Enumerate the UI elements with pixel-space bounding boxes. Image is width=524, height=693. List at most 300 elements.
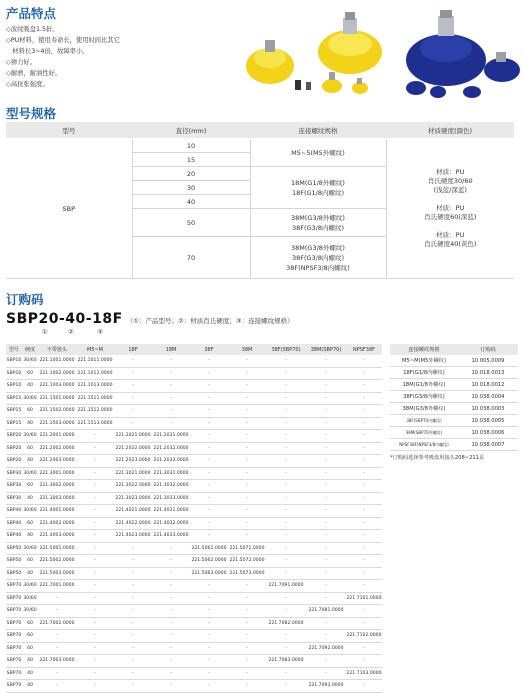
order-cell: – <box>152 542 190 555</box>
order-cell: – <box>152 667 190 680</box>
table-row <box>6 442 382 455</box>
order-cell: 221.4022.0000 <box>114 517 152 530</box>
order-cell: – <box>346 492 382 505</box>
order-cell: – <box>76 542 114 555</box>
table-row <box>6 380 382 393</box>
order-cell: – <box>190 492 228 505</box>
table-row <box>6 567 382 580</box>
order-cell: SBP20 <box>6 455 22 468</box>
order-cell: – <box>190 430 228 443</box>
order-cell: SBP30 <box>6 480 22 493</box>
order-cell: – <box>228 530 266 543</box>
table-row <box>6 367 382 380</box>
thread-spec: NPSF38F(NPSF3/8内螺纹) <box>390 439 458 451</box>
order-cell: – <box>266 542 306 555</box>
order-cell: – <box>266 355 306 367</box>
table-row <box>390 367 518 379</box>
order-cell: – <box>228 592 266 605</box>
order-cell: SBP50 <box>6 555 22 568</box>
order-cell: 221.7082.0000 <box>266 617 306 630</box>
order-cell: SBP40 <box>6 517 22 530</box>
order-cell: – <box>306 580 346 593</box>
order-cell: 221.4031.0000 <box>152 505 190 518</box>
order-cell: – <box>76 592 114 605</box>
order-cell: 221.3022.0000 <box>114 480 152 493</box>
order-cell: 221.7092.0000 <box>306 642 346 655</box>
order-cell: – <box>114 642 152 655</box>
features-title: 产品特点 <box>6 6 57 21</box>
order-cell: 40 <box>22 455 38 468</box>
order-cell: – <box>76 467 114 480</box>
order-cell: – <box>76 530 114 543</box>
order-cell: – <box>306 355 346 367</box>
order-cell: SBP70 <box>6 630 22 643</box>
table-row <box>6 505 382 518</box>
order-cell: – <box>228 617 266 630</box>
order-cell: 40 <box>22 655 38 668</box>
order-cell: – <box>228 655 266 668</box>
order-cell: – <box>190 355 228 367</box>
spec-diameter: 50 <box>132 209 250 237</box>
order-cell: SBP30 <box>6 467 22 480</box>
table-row <box>6 555 382 568</box>
order-cell: – <box>76 517 114 530</box>
spec-thread: 38M(G3/8外螺纹) 38F(G3/8内螺纹) <box>250 209 386 237</box>
order-cell: – <box>266 667 306 680</box>
spec-thread: 38M(G3/8外螺纹) 38F(G3/8内螺纹) 38F(NPSF3/8内螺纹) <box>250 237 386 279</box>
order-cell: SBP20 <box>6 430 22 443</box>
thread-spec: 38M(G3/8外螺纹) <box>390 403 458 415</box>
order-cell: 221.7103.0000 <box>346 667 382 680</box>
order-cell: – <box>306 417 346 430</box>
order-cell: 221.1502.0000 <box>38 405 76 418</box>
order-cell: – <box>152 367 190 380</box>
thread-spec: 18F(G1/8内螺纹) <box>390 367 458 379</box>
order-cell: – <box>228 355 266 367</box>
order-cell: – <box>190 467 228 480</box>
order-cell: 60 <box>22 642 38 655</box>
order-note: *订购码选择参考吸盘用接头208~211页 <box>390 455 485 461</box>
order-cell: – <box>306 517 346 530</box>
order-cell: SBP40 <box>6 505 22 518</box>
order-cell: – <box>306 655 346 668</box>
order-cell: – <box>306 567 346 580</box>
order-cell: 221.1001.0000 <box>38 355 76 367</box>
order-cell: 221.5002.0000 <box>38 555 76 568</box>
order-cell: 40 <box>22 492 38 505</box>
order-cell: – <box>76 567 114 580</box>
order-cell: 221.1012.0000 <box>76 367 114 380</box>
table-row <box>390 439 518 451</box>
order-cell: – <box>76 605 114 618</box>
model-code-line <box>6 308 294 327</box>
order-cell: – <box>228 480 266 493</box>
order-cell: – <box>266 492 306 505</box>
order-cell: 221.7002.0000 <box>38 617 76 630</box>
order-cell: SBP70 <box>6 680 22 693</box>
order-cell: 221.5061.0000 <box>190 542 228 555</box>
marker-1: ① <box>42 328 48 336</box>
order-cell: – <box>114 367 152 380</box>
order-cell: 30/60 <box>22 542 38 555</box>
order-cell: – <box>228 405 266 418</box>
order-cell: – <box>114 542 152 555</box>
feature-item: ◇高抗张强度。 <box>6 81 49 88</box>
order-cell: – <box>306 530 346 543</box>
order-cell: 60 <box>22 367 38 380</box>
order-cell: – <box>306 380 346 393</box>
feature-item: 材料长3~4倍，故障率小。 <box>6 48 89 55</box>
order-cell: SBP40 <box>6 530 22 543</box>
order-cell: – <box>266 480 306 493</box>
table-row <box>6 630 382 643</box>
order-cell: – <box>152 642 190 655</box>
table-row <box>6 667 382 680</box>
order-cell: SBP50 <box>6 542 22 555</box>
order-cell: – <box>114 630 152 643</box>
model-note: （①：产品型号；②：材质肖氏硬度；③：连接螺纹规格） <box>126 317 294 325</box>
order-cell: – <box>190 417 228 430</box>
order-cell: 221.7091.0000 <box>266 580 306 593</box>
spec-thread: 18M(G1/8外螺纹) 18F(G1/8内螺纹) <box>250 167 386 209</box>
table-row <box>6 530 382 543</box>
thread-order-table <box>390 344 518 451</box>
order-cell: – <box>114 580 152 593</box>
order-cell: – <box>228 380 266 393</box>
table-row <box>6 542 382 555</box>
table-row <box>6 592 382 605</box>
order-cell: – <box>76 492 114 505</box>
order-cell: 40 <box>22 380 38 393</box>
order-cell: – <box>346 455 382 468</box>
thread-header: 连接螺纹规格 <box>390 344 458 355</box>
order-cell: – <box>76 455 114 468</box>
order-cell: 221.7001.0000 <box>38 580 76 593</box>
order-cell: – <box>346 417 382 430</box>
yellow-suction-cup <box>246 40 294 84</box>
order-cell: – <box>266 517 306 530</box>
order-cell: – <box>266 405 306 418</box>
order-cell: – <box>114 655 152 668</box>
order-cell: 60 <box>22 480 38 493</box>
order-cell: SBP70 <box>6 617 22 630</box>
order-cell: – <box>190 642 228 655</box>
feature-item: ◇弹力好。 <box>6 59 37 66</box>
order-cell: – <box>152 555 190 568</box>
order-cell: – <box>346 392 382 405</box>
order-cell: SBP70 <box>6 580 22 593</box>
order-cell: – <box>152 580 190 593</box>
table-row <box>6 455 382 468</box>
feature-item: ◇耐磨，耐油性好。 <box>6 70 62 77</box>
order-cell: SBP10 <box>6 367 22 380</box>
order-cell: – <box>228 630 266 643</box>
order-cell: 221.3032.0000 <box>152 480 190 493</box>
order-cell: – <box>306 630 346 643</box>
table-row <box>6 605 382 618</box>
spec-header: 直径(mm) <box>132 122 250 139</box>
order-cell: – <box>190 617 228 630</box>
order-cell: – <box>346 530 382 543</box>
order-header: 型号 <box>6 344 22 355</box>
order-cell: – <box>76 505 114 518</box>
order-cell: 221.1003.0000 <box>38 380 76 393</box>
thread-spec: 38F(SBP70内螺纹) <box>390 415 458 427</box>
order-cell: – <box>346 655 382 668</box>
order-cell: – <box>228 417 266 430</box>
spec-model: SBP <box>6 139 132 279</box>
order-cell: – <box>266 642 306 655</box>
order-cell: – <box>346 442 382 455</box>
order-cell: – <box>228 605 266 618</box>
order-cell: 221.7081.0000 <box>306 605 346 618</box>
order-header: 18F <box>114 344 152 355</box>
marker-2: ② <box>68 328 74 336</box>
marker-3: ③ <box>97 328 103 336</box>
table-row <box>390 355 518 367</box>
order-cell: – <box>152 380 190 393</box>
order-cell: 60 <box>22 517 38 530</box>
order-cell: – <box>306 455 346 468</box>
order-cell: – <box>76 442 114 455</box>
order-cell: – <box>306 405 346 418</box>
order-cell: – <box>346 680 382 693</box>
order-cell: 30/60 <box>22 592 38 605</box>
order-cell: 30/60 <box>22 392 38 405</box>
order-cell: – <box>152 630 190 643</box>
order-cell: – <box>190 667 228 680</box>
order-cell: 221.7003.0000 <box>38 655 76 668</box>
order-cell: 221.3033.0000 <box>152 492 190 505</box>
order-cell: 60 <box>22 617 38 630</box>
order-cell: 30/60 <box>22 505 38 518</box>
order-cell: SBP70 <box>6 655 22 668</box>
order-cell: – <box>114 380 152 393</box>
order-cell: – <box>76 580 114 593</box>
order-title: 订购码 <box>6 292 44 307</box>
thread-code: 10.005.0009 <box>458 355 518 367</box>
order-cell: – <box>190 455 228 468</box>
order-cell: – <box>266 467 306 480</box>
order-cell: 40 <box>22 417 38 430</box>
order-cell: 221.4003.0000 <box>38 530 76 543</box>
order-cell: – <box>228 680 266 693</box>
order-cell: – <box>190 405 228 418</box>
thread-spec: 18M(G1/8外螺纹) <box>390 379 458 391</box>
table-row <box>390 403 518 415</box>
order-cell: – <box>228 642 266 655</box>
order-cell: 221.2032.0000 <box>152 442 190 455</box>
order-cell: – <box>266 505 306 518</box>
order-cell: – <box>190 592 228 605</box>
order-cell: – <box>152 605 190 618</box>
order-cell: – <box>76 667 114 680</box>
table-row <box>6 480 382 493</box>
order-cell: – <box>306 667 346 680</box>
order-cell: – <box>346 405 382 418</box>
order-cell: – <box>152 617 190 630</box>
order-cell: – <box>228 517 266 530</box>
order-cell: – <box>152 405 190 418</box>
order-cell: – <box>152 392 190 405</box>
yellow-suction-cup <box>322 72 342 93</box>
order-cell: 221.7102.0000 <box>346 630 382 643</box>
product-photo <box>240 8 524 100</box>
order-cell: – <box>266 592 306 605</box>
order-cell: – <box>114 680 152 693</box>
order-cell: – <box>190 580 228 593</box>
order-cell: – <box>38 592 76 605</box>
order-cell: SBP70 <box>6 592 22 605</box>
order-cell: – <box>190 505 228 518</box>
order-cell: – <box>190 517 228 530</box>
order-cell: – <box>346 380 382 393</box>
order-cell: 221.3001.0000 <box>38 467 76 480</box>
features-list <box>6 24 120 90</box>
order-cell: 221.4033.0000 <box>152 530 190 543</box>
order-cell: 221.5063.0000 <box>190 567 228 580</box>
order-cell: 221.5073.0000 <box>228 567 266 580</box>
spec-diameter: 20 <box>132 167 250 181</box>
order-cell: – <box>38 605 76 618</box>
order-cell: – <box>306 467 346 480</box>
order-cell: SBP20 <box>6 442 22 455</box>
table-row <box>6 430 382 443</box>
order-cell: – <box>346 517 382 530</box>
spec-diameter: 10 <box>132 139 250 153</box>
order-cell: 221.5003.0000 <box>38 567 76 580</box>
spec-header: 连接螺纹规格 <box>250 122 386 139</box>
order-cell: 221.3003.0000 <box>38 492 76 505</box>
order-cell: 221.4021.0000 <box>114 505 152 518</box>
table-row <box>6 655 382 668</box>
order-cell: – <box>190 380 228 393</box>
order-cell: – <box>190 480 228 493</box>
order-cell: – <box>76 680 114 693</box>
yellow-suction-cup <box>352 78 368 94</box>
order-cell: – <box>114 417 152 430</box>
order-cell: – <box>152 655 190 668</box>
order-cell: 221.1513.0000 <box>76 417 114 430</box>
order-cell: SBP30 <box>6 492 22 505</box>
order-cell: – <box>346 555 382 568</box>
order-cell: – <box>114 392 152 405</box>
table-row <box>6 405 382 418</box>
thread-spec: 38F(G3/8内螺纹) <box>390 391 458 403</box>
order-cell: SBP15 <box>6 417 22 430</box>
order-header: NPSF38F <box>346 344 382 355</box>
order-cell: – <box>306 442 346 455</box>
blue-suction-cup <box>484 52 520 82</box>
order-cell: – <box>346 580 382 593</box>
order-cell: – <box>306 480 346 493</box>
small-fitting <box>295 80 311 90</box>
order-cell: – <box>152 680 190 693</box>
order-cell: – <box>266 367 306 380</box>
order-cell: – <box>38 630 76 643</box>
order-cell: – <box>228 580 266 593</box>
table-row <box>6 417 382 430</box>
order-cell: 221.5071.0000 <box>228 542 266 555</box>
order-cell: – <box>228 455 266 468</box>
order-cell: SBP10 <box>6 380 22 393</box>
order-cell: – <box>190 392 228 405</box>
table-row <box>6 492 382 505</box>
order-cell: 221.3031.0000 <box>152 467 190 480</box>
order-cell: SBP50 <box>6 567 22 580</box>
order-cell: 221.1011.0000 <box>76 355 114 367</box>
order-cell: – <box>306 542 346 555</box>
order-cell: – <box>306 555 346 568</box>
order-cell: – <box>266 567 306 580</box>
feature-item: ◇PU材料，使用寿命长，使用时间比其它 <box>6 37 120 44</box>
order-cell: – <box>306 430 346 443</box>
order-cell: 221.1013.0000 <box>76 380 114 393</box>
order-cell: – <box>152 592 190 605</box>
table-row <box>6 580 382 593</box>
thread-code: 10.018.0012 <box>458 379 518 391</box>
order-cell: 221.3002.0000 <box>38 480 76 493</box>
order-cell: – <box>38 680 76 693</box>
thread-code: 10.038.0006 <box>458 427 518 439</box>
feature-item: ◇波纹吸盘1.5折。 <box>6 26 59 33</box>
table-row <box>6 355 382 367</box>
spec-table <box>6 122 514 279</box>
order-cell: – <box>190 442 228 455</box>
order-cell: – <box>114 555 152 568</box>
order-cell: – <box>114 567 152 580</box>
order-cell: 221.4001.0000 <box>38 505 76 518</box>
thread-code: 10.018.0013 <box>458 367 518 379</box>
order-cell: 221.7083.0000 <box>266 655 306 668</box>
order-cell: 30/60 <box>22 355 38 367</box>
order-cell: 221.2033.0000 <box>152 455 190 468</box>
order-cell: SBP70 <box>6 667 22 680</box>
order-cell: – <box>228 367 266 380</box>
order-cell: – <box>228 505 266 518</box>
order-cell: – <box>76 642 114 655</box>
order-cell: – <box>266 630 306 643</box>
order-cell: – <box>266 680 306 693</box>
order-cell: 221.2002.0000 <box>38 442 76 455</box>
order-cell: 221.4023.0000 <box>114 530 152 543</box>
order-cell: – <box>114 667 152 680</box>
table-row <box>6 392 382 405</box>
order-cell: 221.1501.0000 <box>38 392 76 405</box>
thread-header: 订购码 <box>458 344 518 355</box>
order-cell: – <box>228 430 266 443</box>
order-cell: – <box>76 480 114 493</box>
order-cell: 221.7093.0000 <box>306 680 346 693</box>
order-cell: – <box>346 467 382 480</box>
order-cell: 221.2031.0000 <box>152 430 190 443</box>
order-cell: – <box>190 655 228 668</box>
order-cell: – <box>266 605 306 618</box>
order-cell: – <box>114 617 152 630</box>
spec-header: 材质硬度(颜色) <box>386 122 514 139</box>
order-cell: 221.5062.0000 <box>190 555 228 568</box>
order-cell: – <box>228 392 266 405</box>
spec-material: 材质：PU 肖氏硬度30/60 (浅蓝/深蓝) 材质：PU 肖氏硬度60(深蓝) 材质：PU 肖氏硬度40(黄色) <box>386 139 514 279</box>
order-cell: SBP15 <box>6 392 22 405</box>
order-cell: 40 <box>22 680 38 693</box>
spec-diameter: 30 <box>132 181 250 195</box>
order-header: 不带接头 <box>38 344 76 355</box>
thread-code: 10.038.0007 <box>458 439 518 451</box>
order-cell: – <box>190 630 228 643</box>
order-cell: – <box>266 380 306 393</box>
order-header: 18M <box>152 344 190 355</box>
